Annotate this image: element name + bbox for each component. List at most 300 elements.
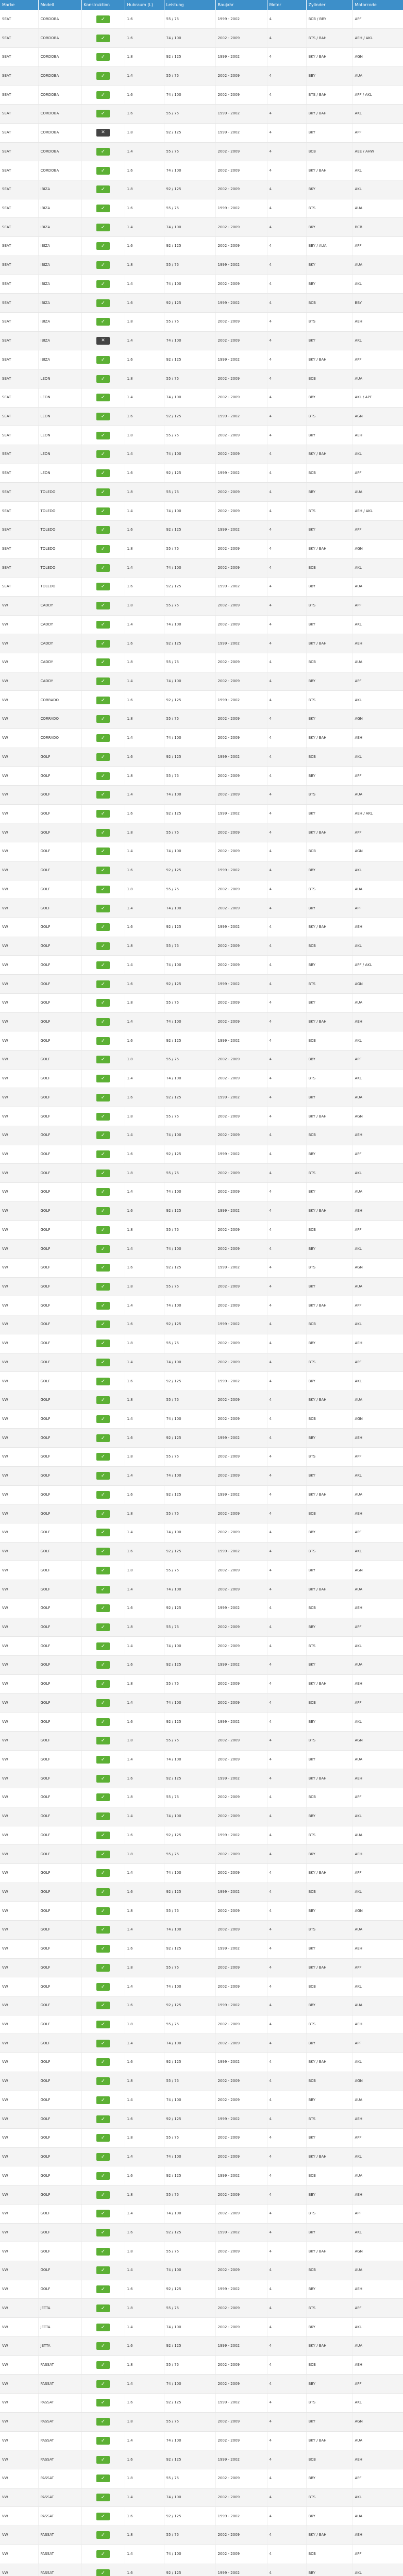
cell-construction bbox=[81, 615, 125, 634]
check-icon: ✓ bbox=[96, 1851, 110, 1858]
check-icon: ✓ bbox=[96, 2285, 110, 2293]
cell-brand: VW bbox=[0, 2147, 38, 2166]
cell-construction bbox=[81, 596, 125, 615]
cell-model: PASSAT bbox=[38, 2431, 81, 2450]
cell-model: GOLF bbox=[38, 993, 81, 1012]
cell-model: GOLF bbox=[38, 1921, 81, 1940]
check-icon: ✓ bbox=[96, 2304, 110, 2312]
cell-cylinders: BKY / BAH bbox=[306, 1107, 352, 1126]
check-icon: ✓ bbox=[96, 2002, 110, 2009]
table-row bbox=[0, 1031, 403, 1050]
cell-displacement: 1.4 bbox=[125, 1240, 164, 1259]
cell-engine-code: APF bbox=[352, 1618, 403, 1637]
cell-power: 55 / 75 bbox=[164, 2469, 215, 2488]
check-icon: ✓ bbox=[96, 1964, 110, 1972]
cell-displacement: 1.6 bbox=[125, 237, 164, 256]
cell-model: GOLF bbox=[38, 1713, 81, 1732]
cell-displacement: 1.8 bbox=[125, 1107, 164, 1126]
cell-cylinders: BKY / BAH bbox=[306, 2526, 352, 2545]
cell-year: 2002 - 2009 bbox=[215, 1466, 267, 1485]
cell-brand: VW bbox=[0, 1637, 38, 1656]
cell-model: GOLF bbox=[38, 2129, 81, 2148]
cell-year: 1999 - 2002 bbox=[215, 1542, 267, 1561]
cell-engine: 4 bbox=[267, 1580, 306, 1599]
cell-engine-code: APF bbox=[352, 1448, 403, 1467]
table-row bbox=[0, 880, 403, 899]
cell-year: 2002 - 2009 bbox=[215, 1164, 267, 1183]
cell-year: 2002 - 2009 bbox=[215, 1221, 267, 1240]
cell-model: GOLF bbox=[38, 842, 81, 861]
cell-displacement: 1.8 bbox=[125, 1731, 164, 1750]
cell-construction bbox=[81, 483, 125, 502]
table-row bbox=[0, 256, 403, 275]
cell-engine: 4 bbox=[267, 256, 306, 275]
cell-year: 2002 - 2009 bbox=[215, 1637, 267, 1656]
cell-brand: VW bbox=[0, 767, 38, 786]
cell-engine: 4 bbox=[267, 2450, 306, 2469]
cell-engine: 4 bbox=[267, 710, 306, 729]
cell-year: 2002 - 2009 bbox=[215, 1977, 267, 1996]
check-icon: ✓ bbox=[96, 1869, 110, 1877]
cell-power: 92 / 125 bbox=[164, 1315, 215, 1334]
cell-brand: VW bbox=[0, 596, 38, 615]
cell-cylinders: BKY / BAH bbox=[306, 161, 352, 180]
cell-year: 2002 - 2009 bbox=[215, 1391, 267, 1410]
cell-engine: 4 bbox=[267, 691, 306, 710]
cell-engine-code: AKL bbox=[352, 2147, 403, 2166]
cell-year: 2002 - 2009 bbox=[215, 2242, 267, 2261]
check-icon: ✓ bbox=[96, 1907, 110, 1915]
table-row bbox=[0, 1353, 403, 1372]
cell-power: 92 / 125 bbox=[164, 1542, 215, 1561]
check-icon: ✓ bbox=[96, 224, 110, 231]
check-icon: ✓ bbox=[96, 1567, 110, 1574]
cell-year: 1999 - 2002 bbox=[215, 294, 267, 313]
cell-engine: 4 bbox=[267, 2318, 306, 2337]
cell-cylinders: BTS bbox=[306, 502, 352, 521]
cell-construction bbox=[81, 767, 125, 786]
cell-year: 2002 - 2009 bbox=[215, 218, 267, 237]
cell-power: 55 / 75 bbox=[164, 105, 215, 124]
cell-displacement: 1.6 bbox=[125, 1258, 164, 1277]
cell-displacement: 1.8 bbox=[125, 369, 164, 388]
cell-cylinders: BTS bbox=[306, 596, 352, 615]
cell-year: 1999 - 2002 bbox=[215, 464, 267, 483]
cell-displacement: 1.8 bbox=[125, 256, 164, 275]
cell-model: CORDOBA bbox=[38, 123, 81, 142]
cell-year: 1999 - 2002 bbox=[215, 1088, 267, 1107]
cell-displacement: 1.4 bbox=[125, 1126, 164, 1145]
table-row bbox=[0, 388, 403, 407]
cell-year: 2002 - 2009 bbox=[215, 672, 267, 691]
cell-year: 2002 - 2009 bbox=[215, 2545, 267, 2564]
cell-engine: 4 bbox=[267, 2375, 306, 2394]
check-icon: ✓ bbox=[96, 53, 110, 61]
cell-engine: 4 bbox=[267, 47, 306, 66]
cell-engine: 4 bbox=[267, 2394, 306, 2413]
cell-displacement: 1.6 bbox=[125, 1201, 164, 1221]
cell-power: 55 / 75 bbox=[164, 993, 215, 1012]
cell-displacement: 1.4 bbox=[125, 1012, 164, 1031]
header-year[interactable]: Baujahr bbox=[215, 0, 267, 10]
cell-brand: VW bbox=[0, 691, 38, 710]
header-cylinders[interactable]: Zylinder bbox=[306, 0, 352, 10]
cell-engine-code: AEH bbox=[352, 1429, 403, 1448]
table-row bbox=[0, 1069, 403, 1088]
cell-cylinders: BKY bbox=[306, 2129, 352, 2148]
cell-engine-code: AGN bbox=[352, 47, 403, 66]
cell-brand: VW bbox=[0, 1448, 38, 1467]
cell-brand: VW bbox=[0, 1902, 38, 1921]
check-icon: ✓ bbox=[96, 753, 110, 761]
table-row bbox=[0, 2318, 403, 2337]
cell-engine-code: AUA bbox=[352, 993, 403, 1012]
check-icon: ✓ bbox=[96, 545, 110, 553]
cell-brand: VW bbox=[0, 2469, 38, 2488]
cell-engine-code: AEH bbox=[352, 2450, 403, 2469]
cell-brand: SEAT bbox=[0, 275, 38, 294]
cell-engine-code: BBY bbox=[352, 294, 403, 313]
cell-year: 2002 - 2009 bbox=[215, 2185, 267, 2205]
cell-displacement: 1.6 bbox=[125, 1542, 164, 1561]
cell-engine: 4 bbox=[267, 1429, 306, 1448]
cell-engine-code: AUA bbox=[352, 199, 403, 218]
cell-power: 92 / 125 bbox=[164, 1826, 215, 1845]
cell-engine-code: AKL bbox=[352, 1315, 403, 1334]
cell-cylinders: BCB bbox=[306, 2261, 352, 2280]
header-brand[interactable]: Marke bbox=[0, 0, 38, 10]
cell-cylinders: BCB bbox=[306, 2166, 352, 2185]
table-row bbox=[0, 1448, 403, 1467]
cell-displacement: 1.8 bbox=[125, 2242, 164, 2261]
cell-displacement: 1.8 bbox=[125, 2015, 164, 2034]
check-icon: ✓ bbox=[96, 2550, 110, 2558]
cell-cylinders: BBY bbox=[306, 275, 352, 294]
check-icon: ✓ bbox=[96, 1661, 110, 1669]
cell-model: IBIZA bbox=[38, 350, 81, 369]
cell-engine-code: AEH / AKL bbox=[352, 804, 403, 823]
header-model[interactable]: Modell bbox=[38, 0, 81, 10]
cell-model: PASSAT bbox=[38, 2355, 81, 2375]
cell-construction bbox=[81, 10, 125, 29]
cell-brand: VW bbox=[0, 2091, 38, 2110]
cell-cylinders: BKY / BAH bbox=[306, 2053, 352, 2072]
cell-brand: VW bbox=[0, 1580, 38, 1599]
check-icon: ✓ bbox=[96, 1320, 110, 1328]
table-row bbox=[0, 1750, 403, 1769]
table-row bbox=[0, 445, 403, 464]
table-row bbox=[0, 1164, 403, 1183]
table-row bbox=[0, 105, 403, 124]
cell-model: GOLF bbox=[38, 2242, 81, 2261]
cell-year: 2002 - 2009 bbox=[215, 369, 267, 388]
cell-power: 92 / 125 bbox=[164, 634, 215, 653]
cell-displacement: 1.8 bbox=[125, 2129, 164, 2148]
table-row bbox=[0, 1126, 403, 1145]
cell-construction bbox=[81, 653, 125, 672]
table-row bbox=[0, 1902, 403, 1921]
cell-construction bbox=[81, 1693, 125, 1713]
cell-displacement: 1.8 bbox=[125, 1788, 164, 1807]
cell-year: 2002 - 2009 bbox=[215, 596, 267, 615]
cell-power: 74 / 100 bbox=[164, 842, 215, 861]
check-icon: ✓ bbox=[96, 2418, 110, 2426]
cell-year: 1999 - 2002 bbox=[215, 2564, 267, 2576]
table-row bbox=[0, 1693, 403, 1713]
check-icon: ✓ bbox=[96, 2531, 110, 2539]
cell-engine-code: AEH bbox=[352, 2015, 403, 2034]
cell-model: GOLF bbox=[38, 1485, 81, 1504]
check-icon: ✓ bbox=[96, 923, 110, 931]
cell-model: GOLF bbox=[38, 1826, 81, 1845]
cell-displacement: 1.4 bbox=[125, 2091, 164, 2110]
cell-brand: VW bbox=[0, 861, 38, 880]
cell-displacement: 1.8 bbox=[125, 710, 164, 729]
cell-year: 2002 - 2009 bbox=[215, 331, 267, 350]
cell-construction bbox=[81, 2526, 125, 2545]
table-row bbox=[0, 2488, 403, 2507]
table-row bbox=[0, 1580, 403, 1599]
cell-year: 2002 - 2009 bbox=[215, 388, 267, 407]
check-icon: ✓ bbox=[96, 1472, 110, 1480]
cell-year: 2002 - 2009 bbox=[215, 1069, 267, 1088]
cell-power: 92 / 125 bbox=[164, 2394, 215, 2413]
cell-engine-code: BCB bbox=[352, 218, 403, 237]
cell-displacement: 1.6 bbox=[125, 975, 164, 994]
cell-model: GOLF bbox=[38, 2091, 81, 2110]
cell-model: JETTA bbox=[38, 2336, 81, 2355]
table-row bbox=[0, 483, 403, 502]
check-icon: ✓ bbox=[96, 2210, 110, 2217]
cell-power: 74 / 100 bbox=[164, 2318, 215, 2337]
cell-model: GOLF bbox=[38, 1107, 81, 1126]
cell-year: 1999 - 2002 bbox=[215, 1826, 267, 1845]
table-row bbox=[0, 539, 403, 558]
cell-engine: 4 bbox=[267, 2091, 306, 2110]
cell-engine-code: AGN bbox=[352, 975, 403, 994]
cell-displacement: 1.6 bbox=[125, 1599, 164, 1618]
cell-cylinders: BBY bbox=[306, 1618, 352, 1637]
cell-engine-code: AUA bbox=[352, 1750, 403, 1769]
cell-engine: 4 bbox=[267, 1996, 306, 2015]
table-header bbox=[0, 0, 403, 10]
cell-displacement: 1.6 bbox=[125, 294, 164, 313]
cell-brand: SEAT bbox=[0, 47, 38, 66]
cell-model: GOLF bbox=[38, 1296, 81, 1315]
cell-engine-code: APF bbox=[352, 2375, 403, 2394]
cell-year: 2002 - 2009 bbox=[215, 2072, 267, 2091]
cell-construction bbox=[81, 1826, 125, 1845]
cell-engine-code: APF bbox=[352, 350, 403, 369]
cell-displacement: 1.4 bbox=[125, 1410, 164, 1429]
header-power[interactable]: Leistung bbox=[164, 0, 215, 10]
cell-engine-code: APF bbox=[352, 2545, 403, 2564]
cell-brand: VW bbox=[0, 804, 38, 823]
cell-year: 2002 - 2009 bbox=[215, 483, 267, 502]
cell-brand: VW bbox=[0, 2242, 38, 2261]
table-row bbox=[0, 1485, 403, 1504]
check-icon: ✓ bbox=[96, 1264, 110, 1272]
table-row bbox=[0, 2261, 403, 2280]
cell-year: 2002 - 2009 bbox=[215, 1561, 267, 1580]
cell-engine: 4 bbox=[267, 388, 306, 407]
cell-engine-code: AEH bbox=[352, 1504, 403, 1523]
cell-engine: 4 bbox=[267, 2507, 306, 2526]
cell-year: 1999 - 2002 bbox=[215, 256, 267, 275]
cell-construction bbox=[81, 1656, 125, 1675]
cell-construction bbox=[81, 1902, 125, 1921]
cell-model: GOLF bbox=[38, 880, 81, 899]
check-icon: ✓ bbox=[96, 2569, 110, 2576]
cell-cylinders: BKY bbox=[306, 2223, 352, 2242]
cell-power: 92 / 125 bbox=[164, 1485, 215, 1504]
cell-power: 74 / 100 bbox=[164, 161, 215, 180]
cell-construction bbox=[81, 2072, 125, 2091]
cell-year: 1999 - 2002 bbox=[215, 2450, 267, 2469]
cell-model: CORRADO bbox=[38, 691, 81, 710]
cell-cylinders: BKY / BAH bbox=[306, 634, 352, 653]
cell-engine-code: AKL bbox=[352, 1372, 403, 1391]
table-row bbox=[0, 1296, 403, 1315]
cell-cylinders: BKY bbox=[306, 520, 352, 539]
cell-power: 55 / 75 bbox=[164, 1221, 215, 1240]
table-row bbox=[0, 350, 403, 369]
table-row bbox=[0, 313, 403, 332]
cell-cylinders: BBY bbox=[306, 1902, 352, 1921]
cell-year: 2002 - 2009 bbox=[215, 899, 267, 918]
cell-year: 2002 - 2009 bbox=[215, 1618, 267, 1637]
cell-year: 2002 - 2009 bbox=[215, 767, 267, 786]
cell-engine-code: AGN bbox=[352, 710, 403, 729]
cell-construction bbox=[81, 1523, 125, 1543]
cell-displacement: 1.4 bbox=[125, 2545, 164, 2564]
cell-engine: 4 bbox=[267, 2072, 306, 2091]
cell-displacement: 1.6 bbox=[125, 2166, 164, 2185]
cell-displacement: 1.6 bbox=[125, 2053, 164, 2072]
cell-brand: VW bbox=[0, 2355, 38, 2375]
header-engine-code[interactable]: Motorcode bbox=[352, 0, 403, 10]
cell-brand: VW bbox=[0, 2336, 38, 2355]
cell-construction bbox=[81, 2015, 125, 2034]
header-engine[interactable]: Motor bbox=[267, 0, 306, 10]
cell-engine: 4 bbox=[267, 1126, 306, 1145]
cell-displacement: 1.6 bbox=[125, 1939, 164, 1958]
cell-cylinders: BKY bbox=[306, 2412, 352, 2431]
cell-engine-code: AUA bbox=[352, 1996, 403, 2015]
check-icon: ✓ bbox=[96, 1226, 110, 1234]
cell-power: 74 / 100 bbox=[164, 1750, 215, 1769]
table-row bbox=[0, 2242, 403, 2261]
cell-displacement: 1.4 bbox=[125, 218, 164, 237]
cell-engine: 4 bbox=[267, 1656, 306, 1675]
cell-cylinders: BKY bbox=[306, 218, 352, 237]
cell-construction bbox=[81, 1240, 125, 1259]
cell-model: GOLF bbox=[38, 2110, 81, 2129]
cell-engine-code: AEH bbox=[352, 1334, 403, 1353]
cell-engine: 4 bbox=[267, 1788, 306, 1807]
check-icon: ✓ bbox=[96, 1434, 110, 1442]
cell-brand: VW bbox=[0, 2450, 38, 2469]
cell-engine: 4 bbox=[267, 899, 306, 918]
cell-model: GOLF bbox=[38, 2204, 81, 2223]
check-icon: ✓ bbox=[96, 1207, 110, 1215]
cell-construction bbox=[81, 2147, 125, 2166]
check-icon: ✓ bbox=[96, 1699, 110, 1707]
cell-displacement: 1.6 bbox=[125, 1429, 164, 1448]
cell-displacement: 1.4 bbox=[125, 2034, 164, 2053]
cell-construction bbox=[81, 823, 125, 842]
cell-year: 2002 - 2009 bbox=[215, 161, 267, 180]
cell-model: GOLF bbox=[38, 1353, 81, 1372]
cell-cylinders: BKY / BAH bbox=[306, 728, 352, 748]
cell-year: 2002 - 2009 bbox=[215, 2299, 267, 2318]
cell-year: 1999 - 2002 bbox=[215, 1939, 267, 1958]
check-icon: ✓ bbox=[96, 1302, 110, 1310]
cell-model: GOLF bbox=[38, 1315, 81, 1334]
cell-engine-code: AEH bbox=[352, 634, 403, 653]
cell-power: 55 / 75 bbox=[164, 2129, 215, 2148]
cell-brand: VW bbox=[0, 1939, 38, 1958]
cell-cylinders: BKY bbox=[306, 710, 352, 729]
cell-engine-code: AGN bbox=[352, 2242, 403, 2261]
table-row bbox=[0, 2336, 403, 2355]
cell-engine: 4 bbox=[267, 2129, 306, 2148]
cell-brand: VW bbox=[0, 2053, 38, 2072]
check-icon: ✓ bbox=[96, 261, 110, 269]
cell-model: TOLEDO bbox=[38, 539, 81, 558]
cell-power: 55 / 75 bbox=[164, 142, 215, 161]
cell-cylinders: BBY bbox=[306, 861, 352, 880]
header-displacement[interactable]: Hubraum (L) bbox=[125, 0, 164, 10]
check-icon: ✓ bbox=[96, 205, 110, 212]
table-row bbox=[0, 1240, 403, 1259]
cell-cylinders: BKY / BAH bbox=[306, 350, 352, 369]
header-construction[interactable]: Konstruktion bbox=[81, 0, 125, 10]
cell-engine: 4 bbox=[267, 1977, 306, 1996]
table-row bbox=[0, 1523, 403, 1543]
cell-displacement: 1.8 bbox=[125, 2355, 164, 2375]
cell-brand: VW bbox=[0, 1485, 38, 1504]
cell-cylinders: BKY bbox=[306, 2507, 352, 2526]
cell-construction bbox=[81, 1296, 125, 1315]
cell-year: 1999 - 2002 bbox=[215, 1315, 267, 1334]
check-icon: ✓ bbox=[96, 72, 110, 80]
cell-engine: 4 bbox=[267, 1523, 306, 1543]
cell-model: GOLF bbox=[38, 1221, 81, 1240]
cell-year: 2002 - 2009 bbox=[215, 1731, 267, 1750]
cell-year: 1999 - 2002 bbox=[215, 1372, 267, 1391]
cell-year: 2002 - 2009 bbox=[215, 728, 267, 748]
cell-displacement: 1.8 bbox=[125, 426, 164, 445]
cell-cylinders: BCB bbox=[306, 1599, 352, 1618]
check-icon: ✓ bbox=[96, 2513, 110, 2520]
cell-brand: VW bbox=[0, 1693, 38, 1713]
cell-brand: SEAT bbox=[0, 426, 38, 445]
cell-year: 2002 - 2009 bbox=[215, 937, 267, 956]
cell-engine: 4 bbox=[267, 105, 306, 124]
cell-brand: VW bbox=[0, 1599, 38, 1618]
cell-year: 1999 - 2002 bbox=[215, 2394, 267, 2413]
cell-model: IBIZA bbox=[38, 256, 81, 275]
cell-construction bbox=[81, 1031, 125, 1050]
table-row bbox=[0, 29, 403, 48]
cell-engine-code: AUA bbox=[352, 2431, 403, 2450]
cell-brand: VW bbox=[0, 1996, 38, 2015]
cell-model: GOLF bbox=[38, 1429, 81, 1448]
cell-cylinders: BKY / BAH bbox=[306, 823, 352, 842]
cell-model: GOLF bbox=[38, 1958, 81, 1977]
cell-engine-code: AKL bbox=[352, 1031, 403, 1050]
